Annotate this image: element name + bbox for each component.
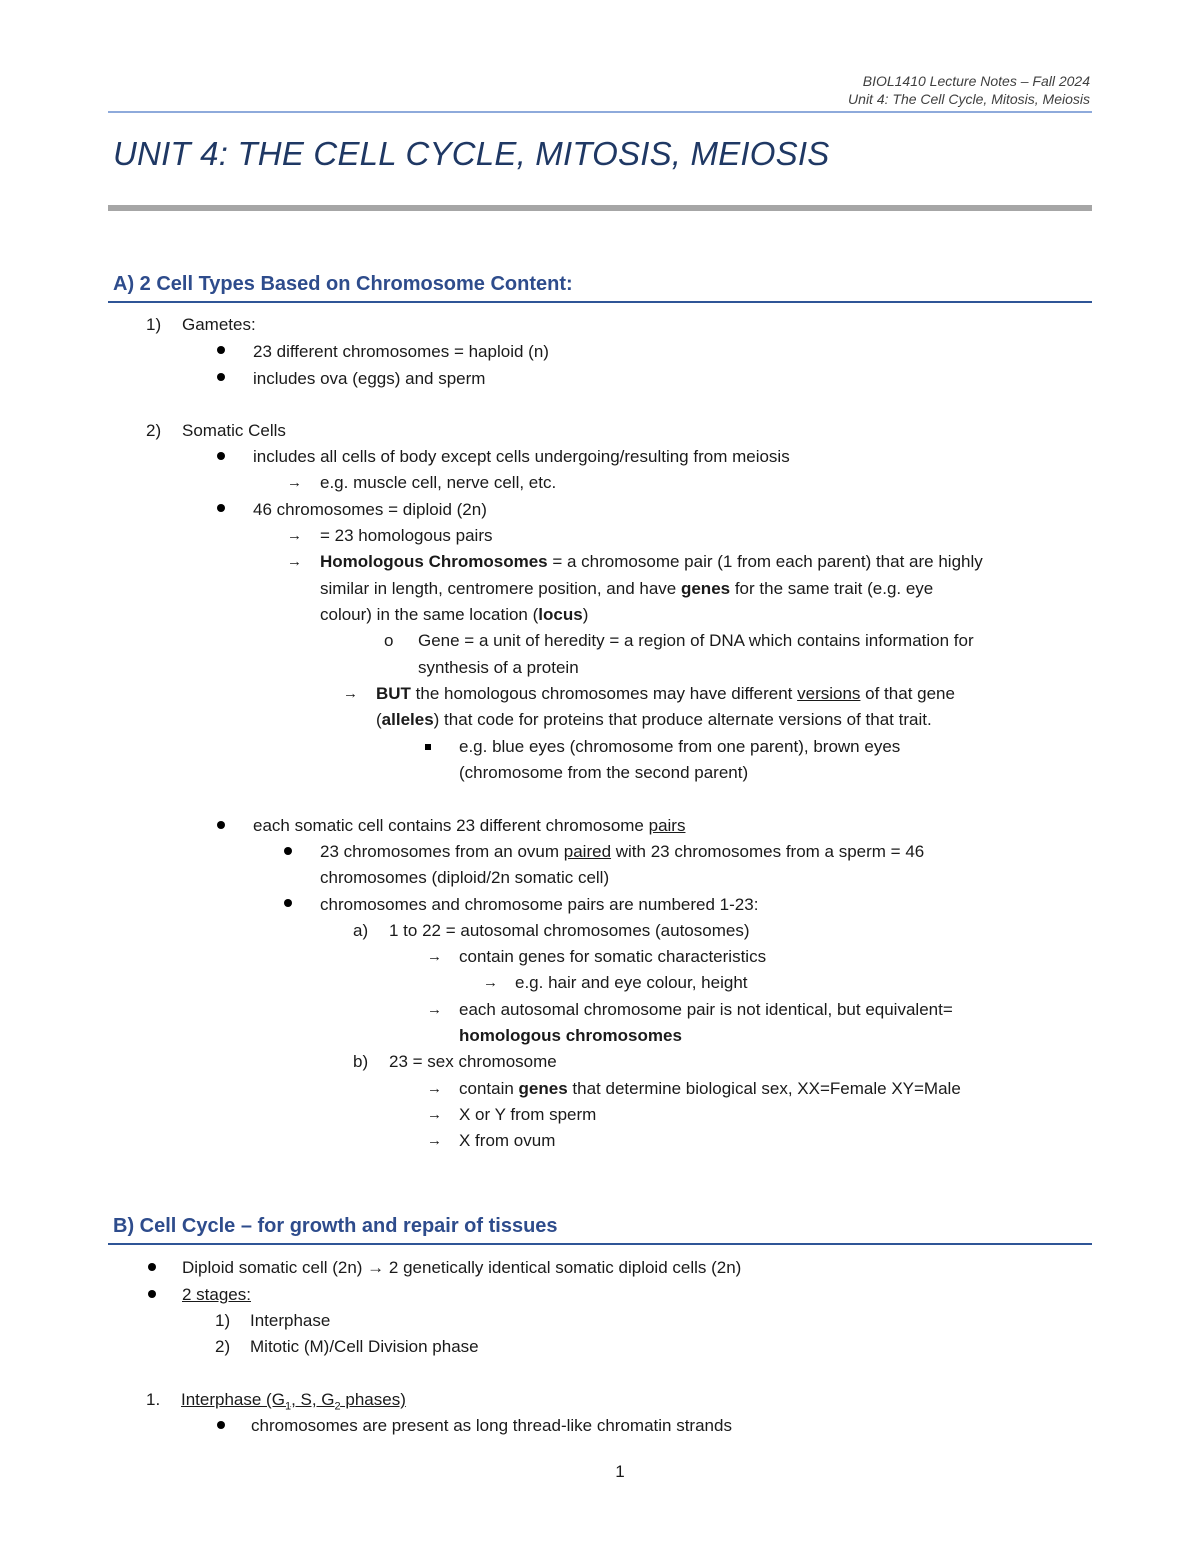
text: Interphase (G [181, 1390, 285, 1409]
bullet-icon [148, 1290, 156, 1298]
term: BUT [376, 684, 411, 703]
term: Homologous Chromosomes [320, 552, 548, 571]
list-item: Mitotic (M)/Cell Division phase [250, 1337, 479, 1356]
list-item: includes ova (eggs) and sperm [253, 369, 486, 388]
text: that determine biological sex, XX=Female XY=Male [567, 1079, 961, 1098]
list-number: 2) [215, 1337, 231, 1356]
subscript: 2 [334, 1400, 341, 1413]
list-letter: a) [353, 921, 369, 940]
bullet-icon [217, 373, 225, 381]
arrow-icon: → [427, 1080, 442, 1097]
list-number: 2) [146, 421, 162, 440]
list-item: chromosomes are present as long thread-like chromatin strands [251, 1416, 732, 1435]
arrow-icon: → [343, 685, 358, 702]
text: the homologous chromosomes may have different [410, 684, 798, 703]
list-number: 1) [215, 1311, 231, 1330]
text: 2 stages: [182, 1285, 251, 1304]
list-item: X or Y from sperm [459, 1105, 597, 1124]
list-item: X from ovum [459, 1131, 556, 1150]
list-item [459, 1025, 682, 1047]
list-item: (chromosome from the second parent) [459, 763, 749, 782]
text: contain [459, 1079, 519, 1098]
term: genes [680, 579, 731, 598]
arrow-icon: → [287, 474, 302, 491]
section-a-heading: A) 2 Cell Types Based on Chromosome Content: [113, 273, 573, 295]
header-unit: Unit 4: The Cell Cycle, Mitosis, Meiosis [848, 91, 1090, 107]
text: = a chromosome pair (1 from each parent) that are highly [547, 552, 983, 571]
section-b-heading: B) Cell Cycle – for growth and repair of tissues [113, 1215, 558, 1237]
list-item: chromosomes and chromosome pairs are numbered 1-23: [320, 895, 759, 914]
list-item: includes all cells of body except cells undergoing/resulting from meiosis [253, 447, 790, 466]
arrow-icon: → [287, 553, 302, 570]
arrow-icon: → [287, 527, 302, 544]
interphase-label [181, 1389, 406, 1417]
arrow-icon: → [427, 1001, 442, 1018]
list-item: Diploid somatic cell (2n) → 2 genetically identical somatic diploid cells (2n) [182, 1258, 742, 1277]
running-header [848, 72, 1090, 108]
text: paired [563, 842, 612, 861]
arrow-icon: → [427, 1132, 442, 1149]
homologous-definition-line3 [320, 604, 588, 626]
bullet-icon [284, 899, 292, 907]
list-item: e.g. muscle cell, nerve cell, etc. [320, 473, 557, 492]
square-bullet-icon [425, 744, 431, 750]
arrow-icon: → [483, 974, 498, 991]
list-item: e.g. blue eyes (chromosome from one parent), brown eyes [459, 737, 901, 756]
page-title: UNIT 4: THE CELL CYCLE, MITOSIS, MEIOSIS [113, 135, 830, 172]
section-a-rule [108, 301, 1092, 303]
list-item [459, 1078, 961, 1100]
title-rule [108, 205, 1092, 211]
subscript: 1 [284, 1400, 292, 1413]
text: ) that code for proteins that produce alternate versions of that trait. [433, 710, 932, 729]
header-rule [108, 111, 1092, 113]
arrow-icon: → [427, 948, 442, 965]
list-item: chromosomes (diploid/2n somatic cell) [320, 868, 610, 887]
list-item: 23 different chromosomes = haploid (n) [253, 342, 549, 361]
bullet-icon [217, 452, 225, 460]
page-number: 1 [615, 1462, 625, 1481]
term: locus [538, 605, 583, 624]
text: similar in length, centromere position, and have [320, 579, 681, 598]
list-item: e.g. hair and eye colour, height [515, 973, 748, 992]
list-number: 1) [146, 315, 162, 334]
term: homologous chromosomes [459, 1026, 682, 1045]
list-item: 1 to 22 = autosomal chromosomes (autosomes) [389, 921, 750, 940]
text: ) [582, 605, 589, 624]
homologous-definition-line2 [320, 578, 933, 600]
list-item: Interphase [250, 1311, 331, 1330]
bullet-icon [217, 504, 225, 512]
list-item: each autosomal chromosome pair is not identical, but equivalent= [459, 1000, 953, 1019]
section-b-rule [108, 1243, 1092, 1245]
text: phases) [340, 1390, 406, 1409]
circle-bullet-icon: o [384, 631, 394, 650]
list-item: 46 chromosomes = diploid (2n) [253, 500, 487, 519]
text: , S, G [291, 1390, 335, 1409]
bullet-icon [284, 847, 292, 855]
term: genes [518, 1079, 568, 1098]
text: pairs [648, 816, 686, 835]
list-item [320, 841, 924, 863]
list-number: 1. [146, 1390, 161, 1409]
gametes-label: Gametes: [182, 315, 256, 334]
homologous-definition [320, 551, 983, 573]
list-item [182, 1284, 251, 1306]
text: for the same trait (e.g. eye [730, 579, 934, 598]
list-item: contain genes for somatic characteristics [459, 947, 767, 966]
text: with 23 chromosomes from a sperm = 46 [611, 842, 925, 861]
text: of that gene [860, 684, 955, 703]
text: versions [797, 684, 861, 703]
header-course: BIOL1410 Lecture Notes – Fall 2024 [862, 73, 1090, 89]
term: alleles [381, 710, 434, 729]
bullet-icon [217, 1421, 225, 1429]
bullet-icon [148, 1263, 156, 1271]
gene-definition-line2: synthesis of a protein [418, 658, 579, 677]
text: each somatic cell contains 23 different chromosome [253, 816, 649, 835]
alleles-note-line2 [376, 709, 932, 731]
alleles-note [376, 683, 955, 705]
bullet-icon [217, 821, 225, 829]
text: colour) in the same location ( [320, 605, 539, 624]
text: ( [376, 710, 382, 729]
list-item [253, 815, 685, 837]
text: 23 chromosomes from an ovum [320, 842, 564, 861]
somatic-label: Somatic Cells [182, 421, 286, 440]
list-item: 23 = sex chromosome [389, 1052, 557, 1071]
list-item: = 23 homologous pairs [320, 526, 493, 545]
gene-definition: Gene = a unit of heredity = a region of DNA which contains information for [418, 631, 974, 650]
list-letter: b) [353, 1052, 369, 1071]
bullet-icon [217, 346, 225, 354]
arrow-icon: → [427, 1106, 442, 1123]
